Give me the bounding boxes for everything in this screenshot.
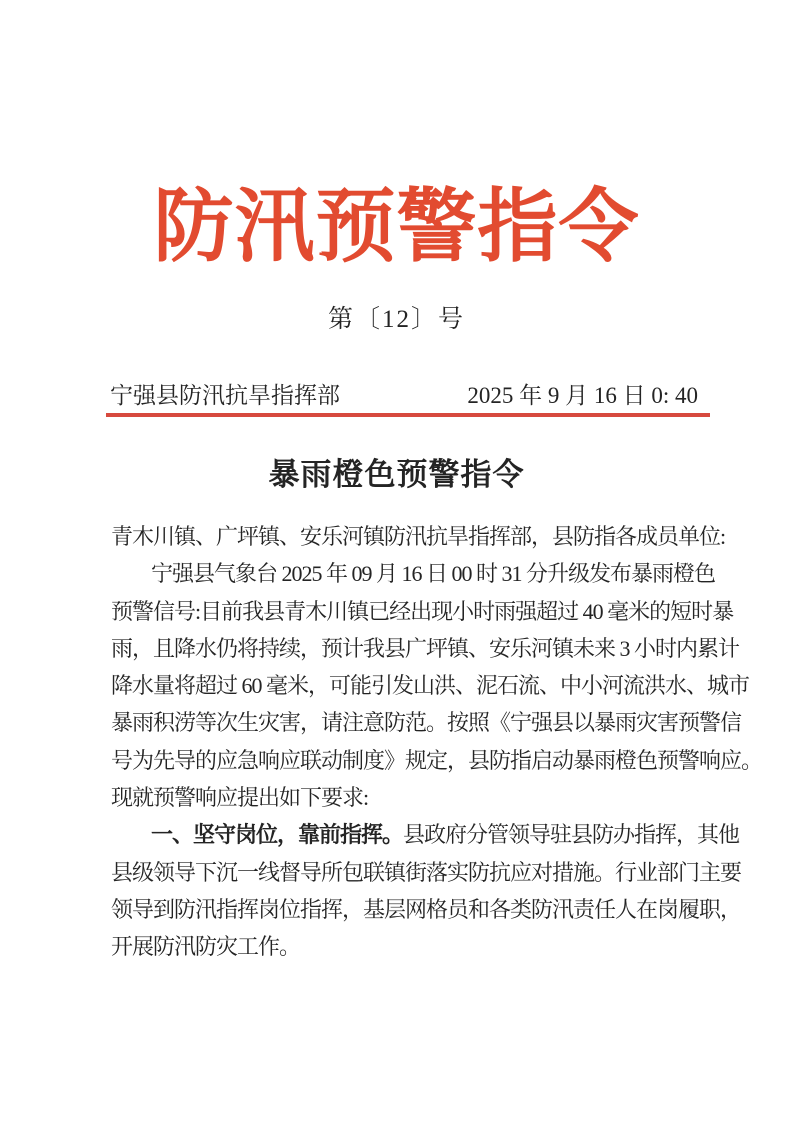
document-title: 防汛预警指令 — [153, 184, 640, 272]
requirement-continuation — [111, 854, 742, 966]
body-line: 宁强县气象台 2025 年 09 月 16 日 00 时 31 分升级发布暴雨橙色 — [151, 561, 716, 587]
requirement-lead-bold: 一、坚守岗位，靠前指挥。 — [151, 822, 404, 848]
body-line: 号为先导的应急响应联动制度》规定，县防指启动暴雨橙色预警响应。 — [111, 747, 763, 773]
body-line: 雨，且降水仍将持续，预计我县广坪镇、安乐河镇未来 3 小时内累计 — [111, 635, 740, 661]
requirement-lead-rest: 县政府分管领导驻县防办指挥，其他 — [403, 822, 740, 848]
body-line: 现就预警响应提出如下要求: — [111, 785, 369, 811]
issuer-date-row — [110, 377, 698, 410]
notice-paragraph — [111, 555, 763, 816]
issuing-authority: 宁强县防汛抗旱指挥部 — [110, 383, 340, 408]
body-line: 开展防汛防灾工作。 — [111, 934, 301, 960]
body-line: 预警信号:目前我县青木川镇已经出现小时雨强超过 40 毫米的短时暴 — [111, 598, 734, 624]
directive-subtitle: 暴雨橙色预警指令 — [268, 457, 525, 492]
body-line: 领导到防汛指挥岗位指挥，基层网格员和各类防汛责任人在岗履职， — [111, 896, 742, 922]
document-body — [111, 518, 763, 966]
requirement-first-line — [111, 816, 740, 853]
body-line: 县级领导下沉一线督导所包联镇街落实防抗应对措施。行业部门主要 — [111, 859, 742, 885]
body-line: 降水量将超过 60 毫米，可能引发山洪、泥石流、中小河流洪水、城市 — [111, 673, 750, 699]
salutation-line: 青木川镇、广坪镇、安乐河镇防汛抗旱指挥部，县防指各成员单位: — [111, 524, 726, 549]
issue-datetime: 2025 年 9 月 16 日 0: 40 — [467, 383, 698, 408]
body-line: 暴雨积涝等次生灾害，请注意防范。按照《宁强县以暴雨灾害预警信 — [111, 710, 742, 736]
document-number: 第〔12〕号 — [327, 306, 465, 333]
red-divider-line — [106, 413, 710, 417]
